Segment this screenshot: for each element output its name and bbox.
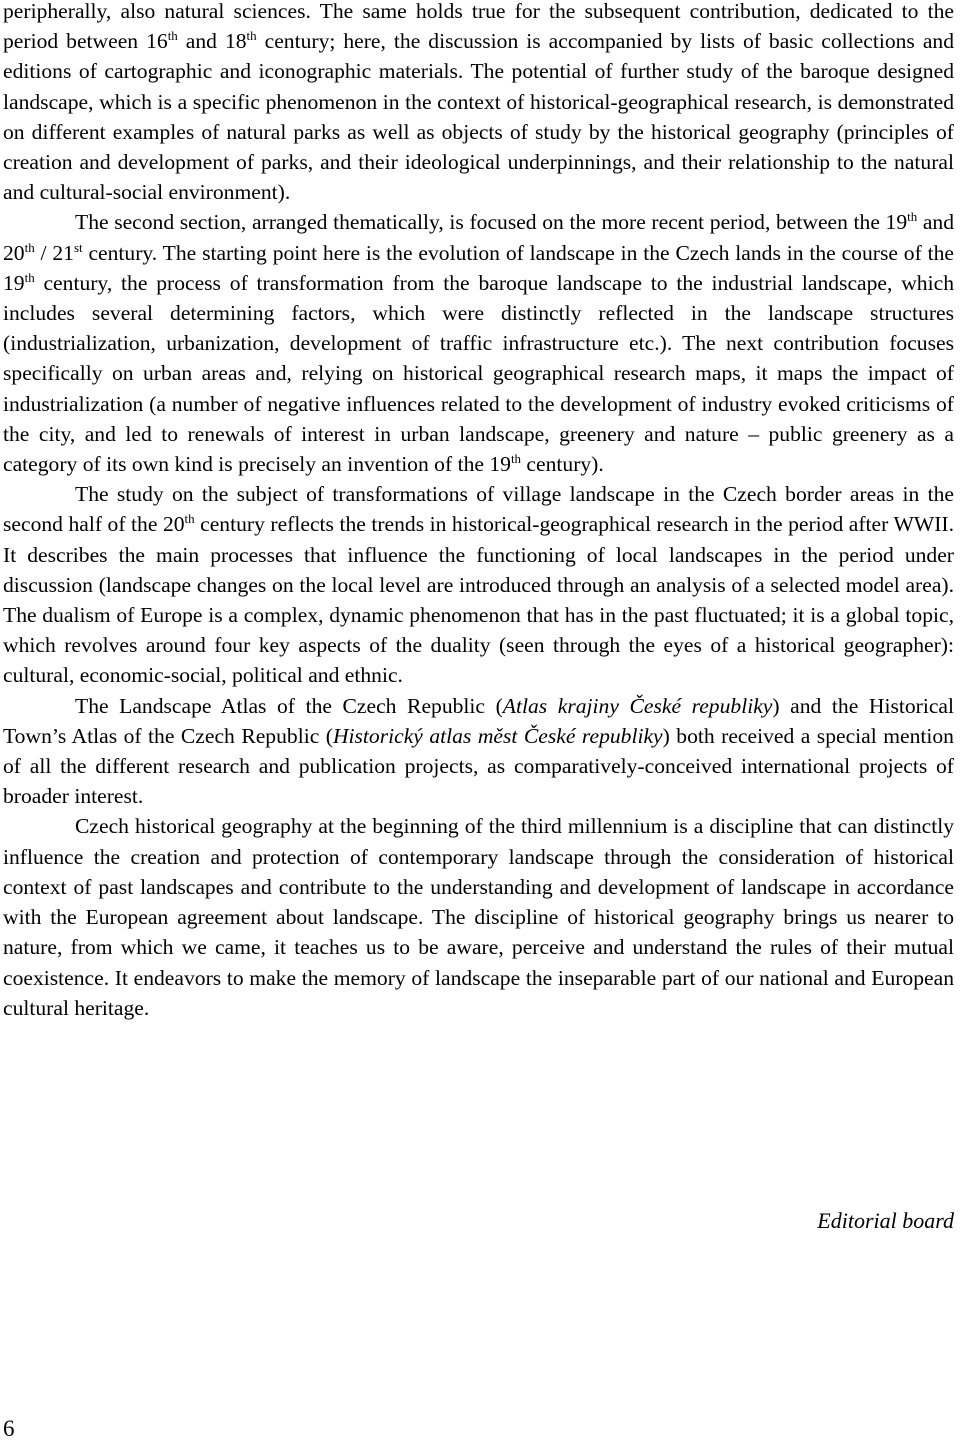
page-number: 6: [3, 1416, 15, 1441]
paragraph: [3, 207, 954, 479]
text-run: The study on the subject of transformations of village landscape in the Czech border areas in the second half of the 20: [3, 482, 954, 537]
paragraph: [3, 691, 954, 812]
paragraph: [3, 811, 954, 1022]
text-run: century. The starting point here is the evolution of landscape in the Czech lands in the course of the 19: [3, 240, 955, 295]
text-run: century reflects the trends in historical-geographical research in the period after WWII. It describes the main processes that influence the functioning of local landscapes in the period under discussion (landscape changes on the local level are introduced through an analysis of a selected model area). The dualism of Europe is a complex, dynamic phenomenon that has in the past fluctuated; it is a global topic, which revolves around four key aspects of the duality (seen through the eyes of a historical geographer): cultural, economic-social, political and ethnic.: [3, 512, 954, 688]
text-run: and 18: [177, 29, 247, 54]
text-run: century).: [521, 452, 604, 477]
text-run: The Landscape Atlas of the Czech Republic (: [75, 693, 503, 718]
ordinal-superscript: th: [907, 209, 918, 225]
document-page: [3, 0, 954, 1023]
text-run: ) and the Historical Town’s Atlas of the Czech Republic (: [3, 693, 954, 748]
text-run: and 20: [3, 210, 954, 265]
italic-title: Atlas krajiny České republiky: [502, 693, 773, 718]
text-run: century; here, the discussion is accompanied by lists of basic collections and editions of cartographic and iconographic materials. The potential of further study of the baroque designed landscape, which is a specific phenomenon in the context of historical-geographical research, is demonstrated on different examples of natural parks as well as objects of study by the historical geography (principles of creation and development of parks, and their ideological underpinnings, and their relationship to the natural and cultural-social environment).: [3, 29, 955, 205]
ordinal-superscript: th: [167, 28, 178, 44]
editorial-signature: Editorial board: [817, 1208, 954, 1233]
text-run: ) both received a special mention of all the different research and publication projects, as comparatively-conceived international projects of broader interest.: [3, 723, 954, 809]
ordinal-superscript: st: [73, 239, 83, 255]
italic-title: Historický atlas měst České republiky: [332, 723, 663, 748]
ordinal-superscript: th: [24, 269, 35, 285]
ordinal-superscript: th: [184, 511, 195, 527]
body-text: [3, 0, 954, 1023]
text-run: century, the process of transformation from the baroque landscape to the industrial landscape, which includes several determining factors, which were distinctly reflected in the landscape structures (industrialization, urbanization, development of traffic infrastructure etc.). The next contribution focuses specifically on urban areas and, relying on historical geographical research maps, it maps the impact of industrialization (a number of negative influences related to the development of industry evoked criticisms of the city, and led to renewals of interest in urban landscape, greenery and nature – public greenery as a category of its own kind is precisely an invention of the 19: [3, 270, 954, 477]
text-run: The second section, arranged thematically, is focused on the more recent period, between the 19: [75, 210, 908, 235]
ordinal-superscript: th: [510, 451, 522, 467]
paragraph: [3, 0, 954, 207]
text-run: Czech historical geography at the beginning of the third millennium is a discipline that can distinctly influence the creation and protection of contemporary landscape through the consideration of historical context of past landscapes and contribute to the understanding and development of landscape in accordance with the European agreement about landscape. The discipline of historical geography brings us nearer to nature, from which we came, it teaches us to be aware, perceive and understand the rules of their mutual coexistence. It endeavors to make the memory of landscape the inseparable part of our national and European cultural heritage.: [3, 814, 954, 1020]
text-run: peripherally, also natural sciences. The same holds true for the subsequent contribution, dedicated to the period between 16: [3, 0, 954, 54]
paragraph: [3, 479, 954, 690]
ordinal-superscript: th: [246, 28, 257, 44]
ordinal-superscript: th: [24, 239, 35, 255]
text-run: / 21: [34, 240, 74, 265]
